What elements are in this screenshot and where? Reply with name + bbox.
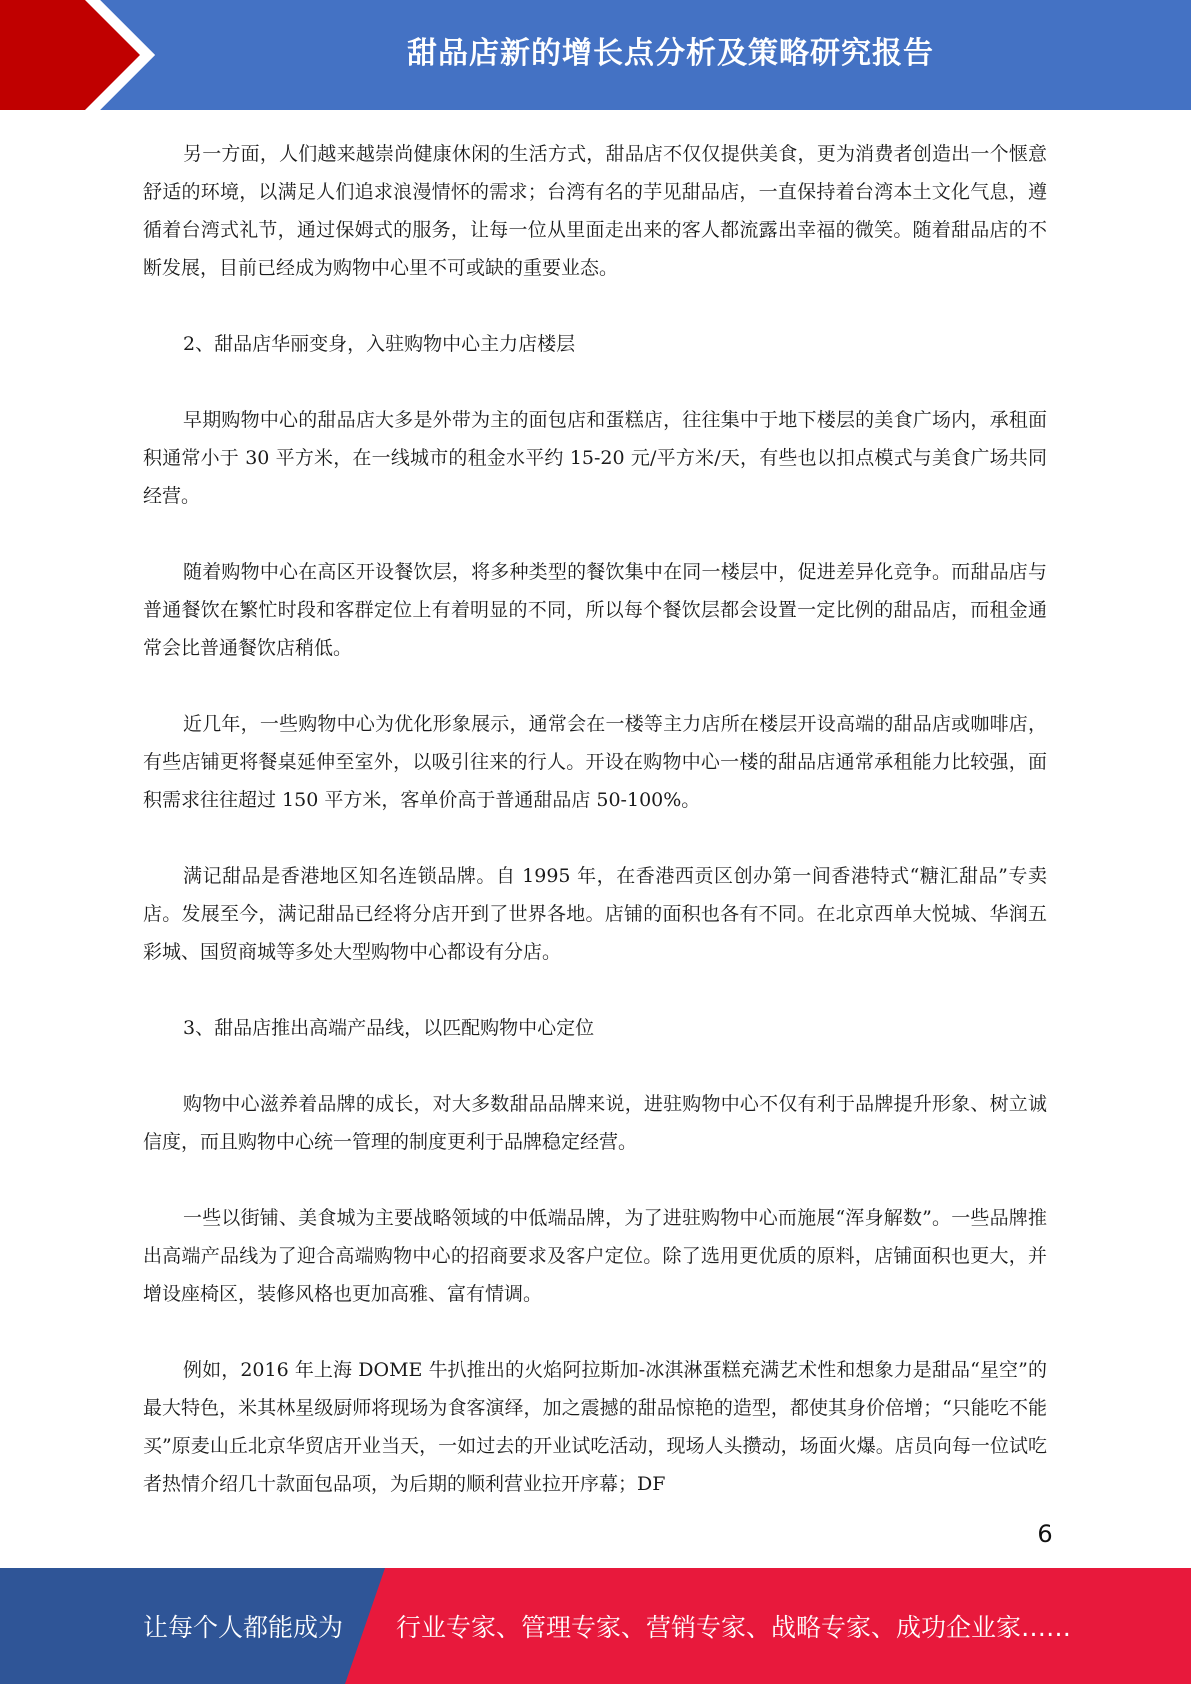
paragraph: 购物中心滋养着品牌的成长，对大多数甜品品牌来说，进驻购物中心不仅有利于品牌提升形象、树立诚信度，而且购物中心统一管理的制度更利于品牌稳定经营。	[143, 1093, 1047, 1153]
footer-slogan-right: 行业专家、管理专家、营销专家、战略专家、成功企业家……	[396, 1613, 1072, 1642]
paragraph: 随着购物中心在高区开设餐饮层，将多种类型的餐饮集中在同一楼层中，促进差异化竞争。而甜品店与普通餐饮在繁忙时段和客群定位上有着明显的不同，所以每个餐饮层都会设置一定比例的甜品店，而租金通常会比普通餐饮店稍低。	[143, 561, 1047, 659]
paragraph: 近几年，一些购物中心为优化形象展示，通常会在一楼等主力店所在楼层开设高端的甜品店或咖啡店，有些店铺更将餐桌延伸至室外，以吸引往来的行人。开设在购物中心一楼的甜品店通常承租能力比较强，面积需求往往超过 150 平方米，客单价高于普通甜品店 50-100%。	[143, 713, 1047, 811]
page-number: 6	[1037, 1520, 1053, 1548]
section-heading: 2、甜品店华丽变身，入驻购物中心主力店楼层	[183, 333, 576, 355]
footer-slogan-left: 让每个人都能成为	[143, 1613, 344, 1642]
header-band	[0, 0, 1191, 110]
paragraph: 满记甜品是香港地区知名连锁品牌。自 1995 年，在香港西贡区创办第一间香港特式“糖汇甜品”专卖店。发展至今，满记甜品已经将分店开到了世界各地。店铺的面积也各有不同。在北京西单大悦城、华润五彩城、国贸商城等多处大型购物中心都设有分店。	[143, 865, 1047, 963]
document-title: 甜品店新的增长点分析及策略研究报告	[407, 36, 934, 71]
paragraph: 例如，2016 年上海 DOME 牛扒推出的火焰阿拉斯加-冰淇淋蛋糕充满艺术性和想象力是甜品“星空”的最大特色，米其林星级厨师将现场为食客演绎，加之震撼的甜品惊艳的造型，都使其身价倍增；“只能吃不能买”原麦山丘北京华贸店开业当天，一如过去的开业试吃活动，现场人头攒动，场面火爆。店员向每一位试吃者热情介绍几十款面包品项，为后期的顺利营业拉开序幕；DF	[143, 1359, 1047, 1495]
paragraph: 另一方面，人们越来越崇尚健康休闲的生活方式，甜品店不仅仅提供美食，更为消费者创造出一个惬意舒适的环境，以满足人们追求浪漫情怀的需求；台湾有名的芋见甜品店，一直保持着台湾本土文化气息，遵循着台湾式礼节，通过保姆式的服务，让每一位从里面走出来的客人都流露出幸福的微笑。随着甜品店的不断发展，目前已经成为购物中心里不可或缺的重要业态。	[143, 143, 1047, 279]
paragraph: 一些以街铺、美食城为主要战略领域的中低端品牌，为了进驻购物中心而施展“浑身解数”。一些品牌推出高端产品线为了迎合高端购物中心的招商要求及客户定位。除了选用更优质的原料，店铺面积也更大，并增设座椅区，装修风格也更加高雅、富有情调。	[143, 1207, 1047, 1305]
header-arrow-decoration	[0, 0, 160, 110]
section-heading: 3、甜品店推出高端产品线，以匹配购物中心定位	[183, 1017, 595, 1039]
paragraph: 早期购物中心的甜品店大多是外带为主的面包店和蛋糕店，往往集中于地下楼层的美食广场内，承租面积通常小于 30 平方米，在一线城市的租金水平约 15-20 元/平方米/天，有些也以扣点模式与美食广场共同经营。	[143, 409, 1047, 507]
footer-band	[0, 1568, 1191, 1684]
document-body	[143, 135, 1047, 1503]
